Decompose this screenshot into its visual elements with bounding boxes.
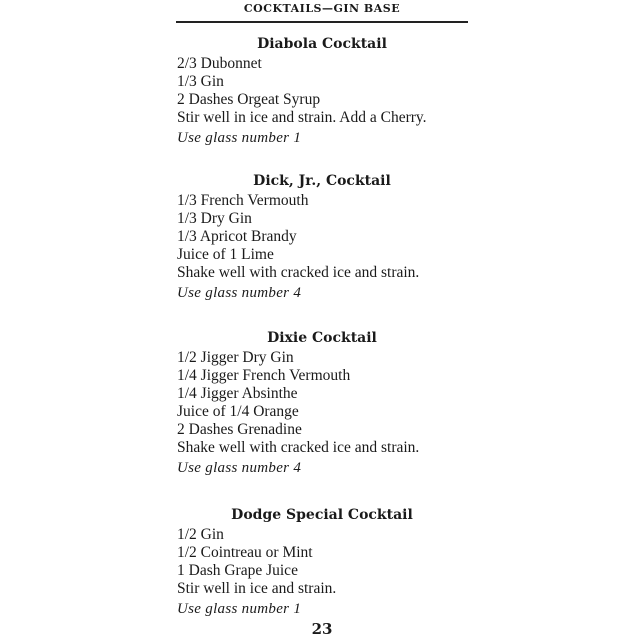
ingredient-line: 1/3 Apricot Brandy: [177, 228, 297, 245]
ingredient-line: 1/2 Cointreau or Mint: [177, 544, 313, 561]
ingredient-line: 1/3 French Vermouth: [177, 192, 309, 209]
recipe-title: Dodge Special Cocktail: [231, 507, 413, 523]
glass-note: Use glass number 1: [177, 130, 302, 146]
ingredient-line: 1/2 Gin: [177, 526, 224, 543]
ingredient-line: 1/2 Jigger Dry Gin: [177, 349, 294, 366]
ingredient-line: 2/3 Dubonnet: [177, 55, 262, 72]
instruction-line: Shake well with cracked ice and strain.: [177, 264, 420, 281]
recipe-diabola: [177, 33, 477, 148]
instruction-line: Stir well in ice and strain.: [177, 580, 337, 597]
instruction-line: Shake well with cracked ice and strain.: [177, 439, 420, 456]
ingredient-line: 2 Dashes Grenadine: [177, 421, 302, 438]
page-number: 23: [311, 620, 333, 638]
header-rule: [176, 21, 468, 23]
recipe-title: Dixie Cocktail: [267, 330, 377, 346]
recipe-dodge-special: [177, 504, 477, 619]
ingredient-line: 1 Dash Grape Juice: [177, 562, 298, 579]
recipe-title: Diabola Cocktail: [257, 36, 387, 52]
recipe-title: Dick, Jr., Cocktail: [253, 173, 391, 189]
ingredient-line: 1/4 Jigger French Vermouth: [177, 367, 351, 384]
instruction-line: Stir well in ice and strain. Add a Cherry.: [177, 109, 427, 126]
ingredient-line: 1/3 Gin: [177, 73, 224, 90]
recipe-dixie: [177, 327, 477, 478]
running-head: COCKTAILS—GIN BASE: [243, 2, 401, 15]
ingredient-line: 1/4 Jigger Absinthe: [177, 385, 298, 402]
ingredient-line: Juice of 1/4 Orange: [177, 403, 299, 420]
ingredient-line: Juice of 1 Lime: [177, 246, 274, 263]
glass-note: Use glass number 1: [177, 601, 302, 617]
glass-note: Use glass number 4: [177, 460, 302, 476]
glass-note: Use glass number 4: [177, 285, 302, 301]
recipe-dick-jr: [177, 170, 477, 303]
ingredient-line: 1/3 Dry Gin: [177, 210, 252, 227]
ingredient-line: 2 Dashes Orgeat Syrup: [177, 91, 321, 108]
